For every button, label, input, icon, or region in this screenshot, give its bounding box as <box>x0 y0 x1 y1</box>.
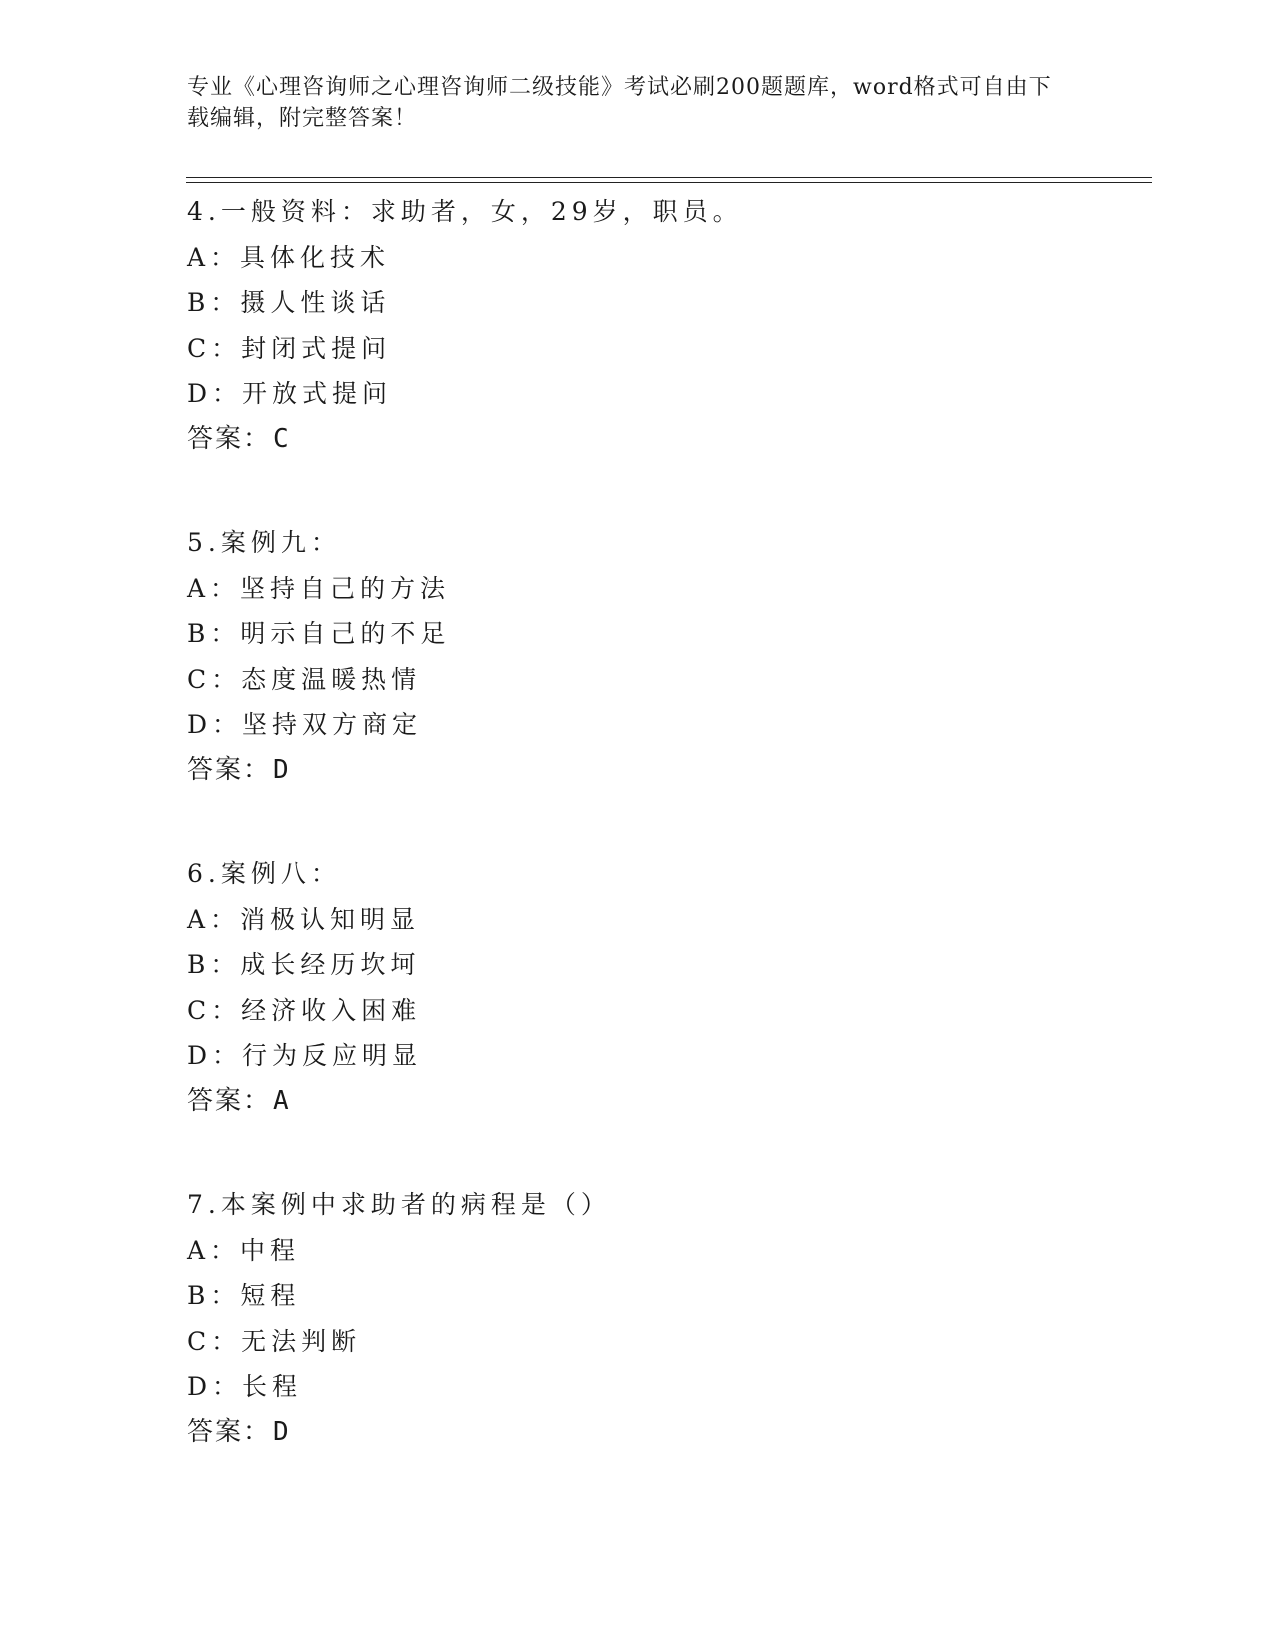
question-4 <box>187 189 1147 462</box>
document-header: 专业《心理咨询师之心理咨询师二级技能》考试必刷200题题库，word格式可自由下载编辑，附完整答案！ <box>187 75 1052 131</box>
option-d: D：开放式提问 <box>187 379 393 408</box>
answer-value: C <box>273 423 290 454</box>
answer-label: 答案： <box>187 1416 272 1447</box>
option-b: B：短程 <box>187 1281 301 1310</box>
header-divider-bottom <box>186 182 1152 183</box>
header-divider-top <box>186 177 1152 178</box>
answer-line <box>187 1079 1147 1125</box>
option-c: C：无法判断 <box>187 1326 362 1356</box>
option-b: B：成长经历坎坷 <box>187 950 421 979</box>
answer-label: 答案： <box>187 423 272 454</box>
option-c: C：态度温暖热情 <box>187 664 422 694</box>
option-b: B：明示自己的不足 <box>187 619 451 648</box>
option-d: D：长程 <box>187 1372 303 1401</box>
answer-line <box>187 417 1147 463</box>
option-b: B：摄人性谈话 <box>187 288 391 317</box>
option-c: C：经济收入困难 <box>187 995 422 1025</box>
answer-value: A <box>273 1085 290 1116</box>
answer-label: 答案： <box>187 1085 272 1116</box>
question-stem: 4.一般资料：求助者，女，29岁，职员。 <box>187 197 743 226</box>
option-c: C：封闭式提问 <box>187 333 392 363</box>
question-6 <box>187 851 1147 1124</box>
option-a: A：具体化技术 <box>187 242 391 272</box>
answer-line <box>187 748 1147 794</box>
option-d: D：行为反应明显 <box>187 1041 423 1070</box>
answer-value: D <box>273 754 290 785</box>
question-stem: 7.本案例中求助者的病程是（） <box>187 1190 611 1219</box>
option-a: A：消极认知明显 <box>187 904 421 934</box>
question-list <box>187 189 1147 1513</box>
option-a: A：中程 <box>187 1235 301 1265</box>
question-stem: 5.案例九： <box>187 528 341 557</box>
answer-value: D <box>273 1416 290 1447</box>
answer-label: 答案： <box>187 754 272 785</box>
question-5 <box>187 520 1147 793</box>
option-a: A：坚持自己的方法 <box>187 573 451 603</box>
option-d: D：坚持双方商定 <box>187 710 423 739</box>
question-7 <box>187 1182 1147 1455</box>
question-stem: 6.案例八： <box>187 859 341 888</box>
answer-line <box>187 1410 1147 1456</box>
